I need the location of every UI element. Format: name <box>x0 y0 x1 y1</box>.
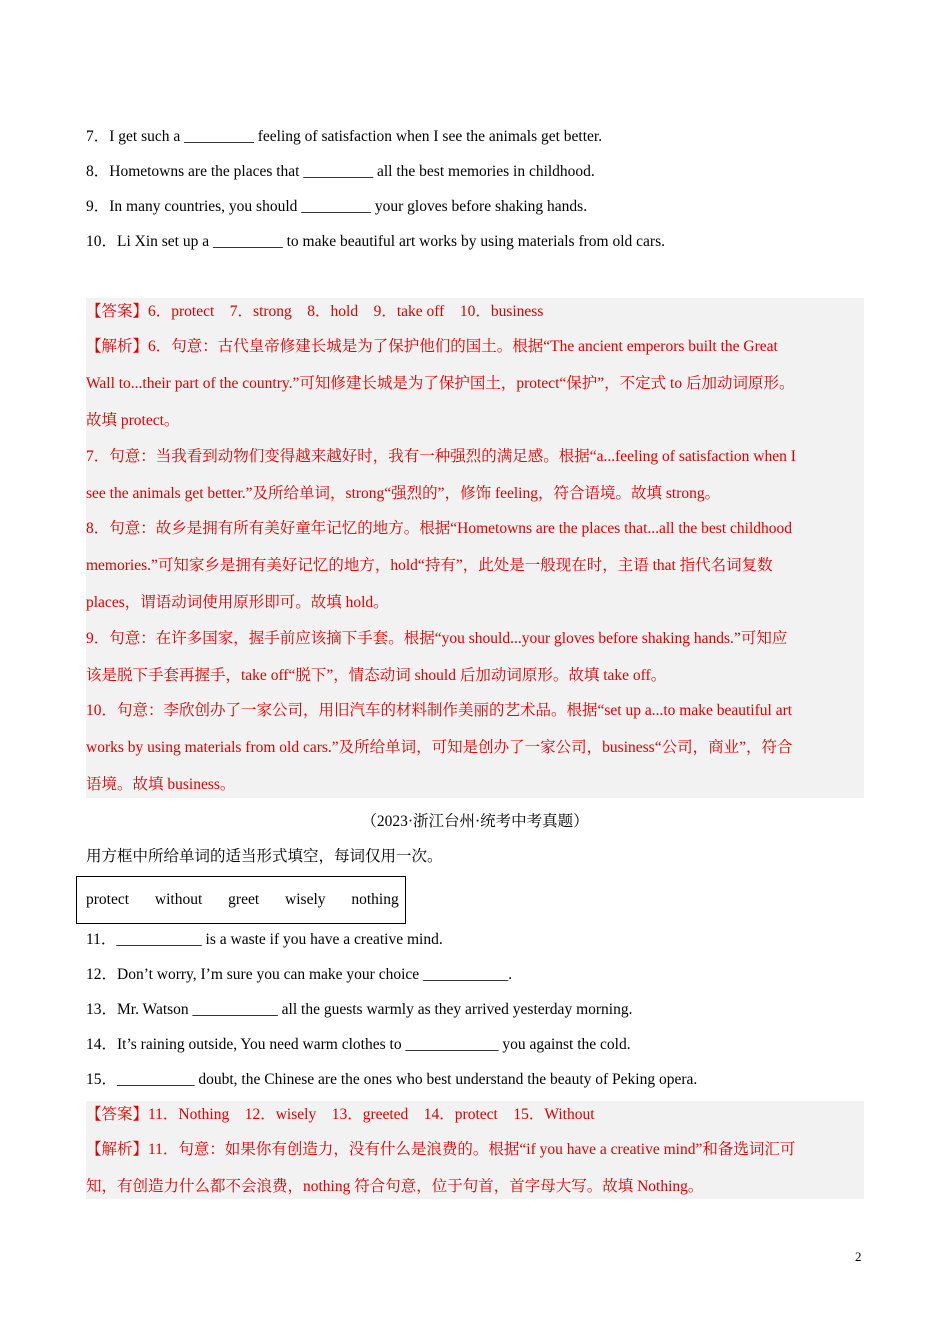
question-8: 8．Hometowns are the places that _________ all the best memories in childhood. <box>86 163 595 180</box>
explanation-line: 7．句意：当我看到动物们变得越来越好时，我有一种强烈的满足感。根据“a...feeling of satisfaction when I <box>86 448 796 465</box>
question-14: 14．It’s raining outside, You need warm clothes to ____________ you against the cold. <box>86 1036 631 1053</box>
explanation-line: 故填 protect。 <box>86 412 180 429</box>
page-number: 2 <box>855 1249 862 1264</box>
explanation-line: 10．句意：李欣创办了一家公司，用旧汽车的材料制作美丽的艺术品。根据“set up a...to make beautiful art <box>86 702 793 719</box>
question-13: 13．Mr. Watson ___________ all the guests warmly as they arrived yesterday morning. <box>86 1001 633 1018</box>
question-12: 12．Don’t worry, I’m sure you can make your choice ___________. <box>86 966 513 983</box>
explanation-line: 9．句意：在许多国家，握手前应该摘下手套。根据“you should...your gloves before shaking hands.”可知应 <box>86 630 788 647</box>
word-box <box>76 876 406 924</box>
exam-source: （2023·浙江台州·统考中考真题） <box>361 813 589 830</box>
question-15: 15．__________ doubt, the Chinese are the ones who best understand the beauty of Peking opera. <box>86 1071 698 1088</box>
word-box-item: without <box>154 891 203 908</box>
word-box-item: wisely <box>285 891 326 908</box>
explanation-line: memories.”可知家乡是拥有美好记忆的地方，hold“持有”，此处是一般现在时，主语 that 指代名词复数 <box>86 557 773 574</box>
explanation-line: see the animals get better.”及所给单词，strong“强烈的”，修饰 feeling，符合语境。故填 strong。 <box>86 485 721 502</box>
question-10: 10．Li Xin set up a _________ to make beautiful art works by using materials from old cars. <box>86 233 665 250</box>
answer-line: 【答案】11．Nothing 12．wisely 13．greeted 14．protect 15．Without <box>86 1106 595 1123</box>
answer-explanation-block-1 <box>86 298 864 798</box>
explanation-line: 【解析】11．句意：如果你有创造力，没有什么是浪费的。根据“if you have a creative mind”和备选词汇可 <box>86 1141 796 1158</box>
word-box-item: greet <box>228 891 260 908</box>
explanation-line: 8．句意：故乡是拥有所有美好童年记忆的地方。根据“Hometowns are the places that...all the best childhood <box>86 520 793 537</box>
word-box-item: protect <box>86 891 130 908</box>
question-11: 11．___________ is a waste if you have a creative mind. <box>86 931 443 948</box>
answer-line: 【答案】6．protect 7．strong 8．hold 9．take off 10．business <box>86 303 544 320</box>
answer-explanation-block-2 <box>86 1101 864 1199</box>
explanation-line: places，谓语动词使用原形即可。故填 hold。 <box>86 594 389 611</box>
question-7: 7．I get such a _________ feeling of satisfaction when I see the animals get better. <box>86 128 603 145</box>
explanation-line: 知，有创造力什么都不会浪费，nothing 符合句意，位于句首，首字母大写。故填 Nothing。 <box>86 1178 704 1195</box>
explanation-line: 语境。故填 business。 <box>86 776 236 793</box>
word-box-item: nothing <box>351 891 399 908</box>
explanation-line: 该是脱下手套再握手，take off“脱下”，情态动词 should 后加动词原形。故填 take off。 <box>86 667 667 684</box>
question-9: 9．In many countries, you should _________ your gloves before shaking hands. <box>86 198 588 215</box>
explanation-line: Wall to...their part of the country.”可知修建长城是为了保护国土，protect“保护”，不定式 to 后加动词原形。 <box>86 375 795 392</box>
explanation-line: works by using materials from old cars.”及所给单词，可知是创办了一家公司，business“公司，商业”，符合 <box>86 739 793 756</box>
instruction: 用方框中所给单词的适当形式填空，每词仅用一次。 <box>86 848 443 865</box>
explanation-line: 【解析】6．句意：古代皇帝修建长城是为了保护他们的国土。根据“The ancient emperors built the Great <box>86 338 778 355</box>
